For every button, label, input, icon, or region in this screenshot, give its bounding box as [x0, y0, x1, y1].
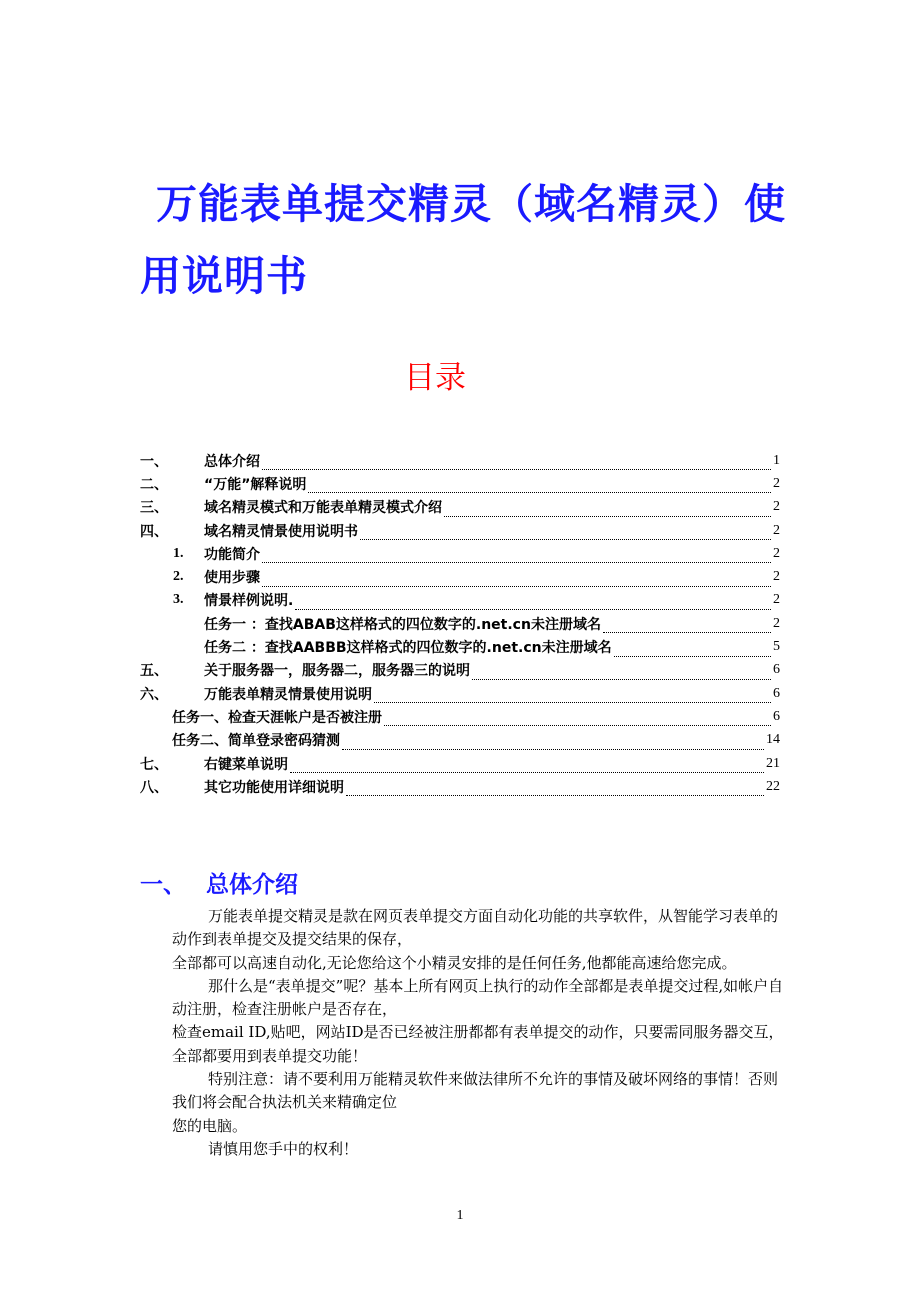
toc-leader-dots — [384, 715, 771, 726]
document-title — [140, 168, 800, 312]
toc-entry-number: 1. — [173, 545, 184, 561]
toc-entry-label: 功能简介 — [204, 546, 260, 563]
toc-leader-dots — [374, 692, 771, 703]
page-number: 1 — [456, 1208, 464, 1223]
toc-entry[interactable] — [140, 729, 780, 752]
toc-entry-page: 2 — [773, 522, 780, 538]
toc-leader-dots — [262, 459, 771, 470]
toc-leader-dots — [603, 622, 771, 633]
toc-entry-page: 14 — [766, 732, 780, 748]
toc-leader-dots — [290, 762, 764, 773]
body-paragraph: 您的电脑。 — [172, 1116, 248, 1135]
toc-leader-dots — [472, 669, 771, 680]
body-paragraph: 请慎用您手中的权利！ — [208, 1139, 359, 1158]
toc-entry-page: 1 — [773, 452, 780, 468]
body-paragraph: 特别注意：请不要利用万能精灵软件来做法律所不允许的事情及破坏网络的事情！否则我们将会配合执法机关来精确定位 — [172, 1070, 779, 1112]
document-title-line2: 用说明书 — [140, 252, 308, 300]
toc-entry-label: 任务一 ：查找ABAB这样格式的四位数字的.net.cn未注册域名 — [204, 616, 601, 633]
section-body — [172, 905, 788, 1161]
document-title-line1: 万能表单提交精灵（域名精灵）使 — [156, 180, 786, 228]
section-number: 一、 — [140, 872, 186, 898]
toc-entry-page: 21 — [766, 755, 780, 771]
toc-entry-page: 2 — [773, 569, 780, 585]
table-of-contents — [140, 449, 780, 798]
toc-entry-number: 三、 — [140, 500, 168, 517]
toc-entry[interactable] — [140, 565, 780, 588]
toc-entry-label: 总体介绍 — [204, 453, 260, 470]
toc-entry-label: 右键菜单说明 — [204, 756, 288, 773]
body-paragraph: 那什么是“表单提交”呢？基本上所有网页上执行的动作全部都是表单提交过程,如帐户自动注册，检查注册帐户是否存在， — [172, 976, 784, 1019]
toc-leader-dots — [308, 482, 771, 493]
toc-leader-dots — [614, 646, 771, 657]
section-heading — [140, 866, 298, 899]
toc-entry-number: 2. — [173, 569, 184, 585]
body-paragraph: 全部都可以高速自动化,无论您给这个小精灵安排的是任何任务,他都能高速给您完成。 — [172, 953, 737, 972]
toc-entry[interactable] — [140, 635, 780, 658]
section-title: 总体介绍 — [206, 872, 298, 898]
toc-leader-dots — [262, 576, 771, 587]
toc-entry-number: 八、 — [140, 779, 168, 796]
toc-entry-label: 情景样例说明. — [204, 593, 294, 610]
toc-entry-page: 6 — [773, 662, 780, 678]
toc-entry[interactable] — [140, 682, 780, 705]
toc-entry-page: 2 — [773, 545, 780, 561]
toc-entry-label: 任务一、检查天涯帐户是否被注册 — [172, 709, 382, 726]
toc-entry[interactable] — [140, 775, 780, 798]
toc-leader-dots — [346, 785, 764, 796]
toc-entry[interactable] — [140, 519, 780, 542]
toc-entry-label: 使用步骤 — [204, 570, 260, 587]
toc-entry[interactable] — [140, 659, 780, 682]
toc-entry-number: 四、 — [140, 523, 168, 540]
toc-leader-dots — [342, 739, 764, 750]
toc-entry-label: 关于服务器一，服务器二，服务器三的说明 — [204, 663, 470, 680]
toc-entry-number: 二、 — [140, 476, 168, 493]
body-paragraph: 万能表单提交精灵是款在网页表单提交方面自动化功能的共享软件，从智能学习表单的动作到表单提交及提交结果的保存， — [172, 907, 779, 949]
toc-entry[interactable] — [140, 496, 780, 519]
toc-entry-page: 22 — [766, 778, 780, 794]
toc-entry[interactable] — [140, 752, 780, 775]
toc-entry[interactable] — [140, 472, 780, 495]
body-paragraph: 检查email ID,贴吧，网站ID是否已经被注册都都有表单提交的动作，只要需同服务器交互，全部都要用到表单提交功能！ — [172, 1023, 784, 1065]
toc-entry-number: 3. — [173, 592, 184, 608]
toc-entry-page: 6 — [773, 685, 780, 701]
toc-entry-label: 其它功能使用详细说明 — [204, 779, 344, 796]
toc-entry-page: 2 — [773, 475, 780, 491]
toc-entry-label: 域名精灵情景使用说明书 — [204, 523, 358, 540]
toc-heading: 目录 — [404, 360, 466, 396]
toc-entry-page: 6 — [773, 708, 780, 724]
toc-entry-number: 五、 — [140, 663, 168, 680]
toc-entry-page: 5 — [773, 639, 780, 655]
toc-leader-dots — [262, 552, 771, 563]
toc-entry-label: 域名精灵模式和万能表单精灵模式介绍 — [204, 500, 442, 517]
toc-leader-dots — [444, 506, 771, 517]
toc-entry-label: 任务二、简单登录密码猜测 — [172, 733, 340, 750]
toc-entry-page: 2 — [773, 592, 780, 608]
toc-entry-number: 一、 — [140, 453, 168, 470]
toc-entry-label: 万能表单精灵情景使用说明 — [204, 686, 372, 703]
toc-entry[interactable] — [140, 542, 780, 565]
toc-leader-dots — [295, 599, 771, 610]
toc-leader-dots — [360, 529, 771, 540]
toc-entry-label: 任务二 ：查找AABBB这样格式的四位数字的.net.cn未注册域名 — [204, 640, 612, 657]
toc-entry-number: 七、 — [140, 756, 168, 773]
toc-entry-page: 2 — [773, 499, 780, 515]
toc-entry[interactable] — [140, 612, 780, 635]
toc-entry-label: “万能”解释说明 — [204, 476, 307, 493]
toc-entry-page: 2 — [773, 615, 780, 631]
toc-entry[interactable] — [140, 449, 780, 472]
toc-entry-number: 六、 — [140, 686, 168, 703]
toc-entry[interactable] — [140, 589, 780, 612]
toc-entry[interactable] — [140, 705, 780, 728]
